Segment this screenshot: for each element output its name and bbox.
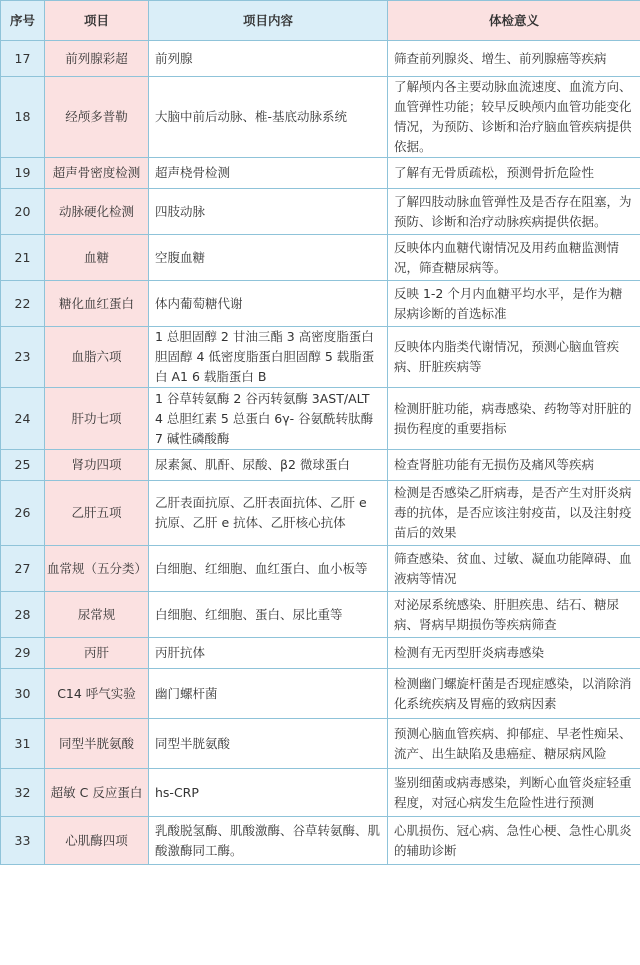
- header-significance: 体检意义: [388, 1, 640, 41]
- table-row: [1, 817, 640, 865]
- row-number: 20: [1, 189, 45, 235]
- row-significance: 反映 1-2 个月内血糖平均水平，是作为糖尿病诊断的首选标准: [388, 281, 640, 327]
- row-number: 25: [1, 450, 45, 481]
- row-significance: 心肌损伤、冠心病、急性心梗、急性心肌炎的辅助诊断: [388, 817, 640, 865]
- row-content: 大脑中前后动脉、椎-基底动脉系统: [149, 77, 388, 158]
- row-significance: 筛查前列腺炎、增生、前列腺癌等疾病: [388, 41, 640, 77]
- row-number: 28: [1, 592, 45, 638]
- row-number: 30: [1, 669, 45, 719]
- row-content: 前列腺: [149, 41, 388, 77]
- table-row: [1, 281, 640, 327]
- table-row: [1, 77, 640, 158]
- row-item: 肾功四项: [45, 450, 149, 481]
- row-number: 19: [1, 158, 45, 189]
- row-content: 体内葡萄糖代谢: [149, 281, 388, 327]
- row-significance: 了解颅内各主要动脉血流速度、血流方向、血管弹性功能；较早反映颅内血管功能变化情况，为预防、诊断和治疗脑血管疾病提供依据。: [388, 77, 640, 158]
- header-item: 项目: [45, 1, 149, 41]
- row-item: 糖化血红蛋白: [45, 281, 149, 327]
- row-number: 26: [1, 481, 45, 546]
- row-significance: 反映体内脂类代谢情况，预测心脑血管疾病、肝脏疾病等: [388, 327, 640, 388]
- row-item: 丙肝: [45, 638, 149, 669]
- header-row: [1, 1, 640, 41]
- row-significance: 检查肾脏功能有无损伤及痛风等疾病: [388, 450, 640, 481]
- row-number: 18: [1, 77, 45, 158]
- row-item: 心肌酶四项: [45, 817, 149, 865]
- row-number: 23: [1, 327, 45, 388]
- row-item: 血脂六项: [45, 327, 149, 388]
- row-significance: 检测肝脏功能，病毒感染、药物等对肝脏的损伤程度的重要指标: [388, 388, 640, 450]
- row-significance: 预测心脑血管疾病、抑郁症、早老性痴呆、流产、出生缺陷及患癌症、糖尿病风险: [388, 719, 640, 769]
- row-significance: 了解四肢动脉血管弹性及是否存在阻塞，为预防、诊断和治疗动脉疾病提供依据。: [388, 189, 640, 235]
- row-item: 经颅多普勒: [45, 77, 149, 158]
- row-content: 幽门螺杆菌: [149, 669, 388, 719]
- row-significance: 检测是否感染乙肝病毒，是否产生对肝炎病毒的抗体，是否应该注射疫苗，以及注射疫苗后的效果: [388, 481, 640, 546]
- row-number: 27: [1, 546, 45, 592]
- row-item: C14 呼气实验: [45, 669, 149, 719]
- table-row: [1, 719, 640, 769]
- row-number: 31: [1, 719, 45, 769]
- table-row: [1, 41, 640, 77]
- row-number: 32: [1, 769, 45, 817]
- header-number: 序号: [1, 1, 45, 41]
- row-content: 1 总胆固醇 2 甘油三酯 3 高密度脂蛋白胆固醇 4 低密度脂蛋白胆固醇 5 载脂蛋白 A1 6 载脂蛋白 B: [149, 327, 388, 388]
- row-item: 尿常规: [45, 592, 149, 638]
- row-significance: 检测有无丙型肝炎病毒感染: [388, 638, 640, 669]
- table-row: [1, 327, 640, 388]
- row-content: 乳酸脱氢酶、肌酸激酶、谷草转氨酶、肌酸激酶同工酶。: [149, 817, 388, 865]
- row-item: 血糖: [45, 235, 149, 281]
- row-significance: 了解有无骨质疏松，预测骨折危险性: [388, 158, 640, 189]
- row-content: 白细胞、红细胞、血红蛋白、血小板等: [149, 546, 388, 592]
- table-row: [1, 769, 640, 817]
- row-significance: 对泌尿系统感染、肝胆疾患、结石、糖尿病、肾病早期损伤等疾病筛查: [388, 592, 640, 638]
- table-row: [1, 189, 640, 235]
- row-content: 乙肝表面抗原、乙肝表面抗体、乙肝 e 抗原、乙肝 e 抗体、乙肝核心抗体: [149, 481, 388, 546]
- row-number: 21: [1, 235, 45, 281]
- row-content: 尿素氮、肌酐、尿酸、β2 微球蛋白: [149, 450, 388, 481]
- table-row: [1, 546, 640, 592]
- row-content: hs-CRP: [149, 769, 388, 817]
- row-item: 血常规（五分类）: [45, 546, 149, 592]
- row-significance: 检测幽门螺旋杆菌是否现症感染，以消除消化系统疾病及胃癌的致病因素: [388, 669, 640, 719]
- row-item: 超声骨密度检测: [45, 158, 149, 189]
- row-content: 超声桡骨检测: [149, 158, 388, 189]
- table-row: [1, 235, 640, 281]
- row-item: 超敏 C 反应蛋白: [45, 769, 149, 817]
- row-item: 前列腺彩超: [45, 41, 149, 77]
- row-number: 33: [1, 817, 45, 865]
- row-significance: 反映体内血糖代谢情况及用药血糖监测情况，筛查糖尿病等。: [388, 235, 640, 281]
- row-content: 同型半胱氨酸: [149, 719, 388, 769]
- row-content: 四肢动脉: [149, 189, 388, 235]
- row-content: 1 谷草转氨酶 2 谷丙转氨酶 3AST/ALT 4 总胆红素 5 总蛋白 6γ- 谷氨酰转肽酶 7 碱性磷酸酶: [149, 388, 388, 450]
- table-row: [1, 481, 640, 546]
- row-content: 丙肝抗体: [149, 638, 388, 669]
- table-row: [1, 158, 640, 189]
- row-item: 动脉硬化检测: [45, 189, 149, 235]
- row-number: 17: [1, 41, 45, 77]
- row-item: 乙肝五项: [45, 481, 149, 546]
- row-item: 同型半胱氨酸: [45, 719, 149, 769]
- row-number: 29: [1, 638, 45, 669]
- row-item: 肝功七项: [45, 388, 149, 450]
- row-significance: 筛查感染、贫血、过敏、凝血功能障碍、血液病等情况: [388, 546, 640, 592]
- row-number: 24: [1, 388, 45, 450]
- header-content: 项目内容: [149, 1, 388, 41]
- row-significance: 鉴别细菌或病毒感染，判断心血管炎症轻重程度，对冠心病发生危险性进行预测: [388, 769, 640, 817]
- table-row: [1, 450, 640, 481]
- row-content: 空腹血糖: [149, 235, 388, 281]
- table-row: [1, 592, 640, 638]
- table-row: [1, 388, 640, 450]
- row-content: 白细胞、红细胞、蛋白、尿比重等: [149, 592, 388, 638]
- row-number: 22: [1, 281, 45, 327]
- table-row: [1, 669, 640, 719]
- table-row: [1, 638, 640, 669]
